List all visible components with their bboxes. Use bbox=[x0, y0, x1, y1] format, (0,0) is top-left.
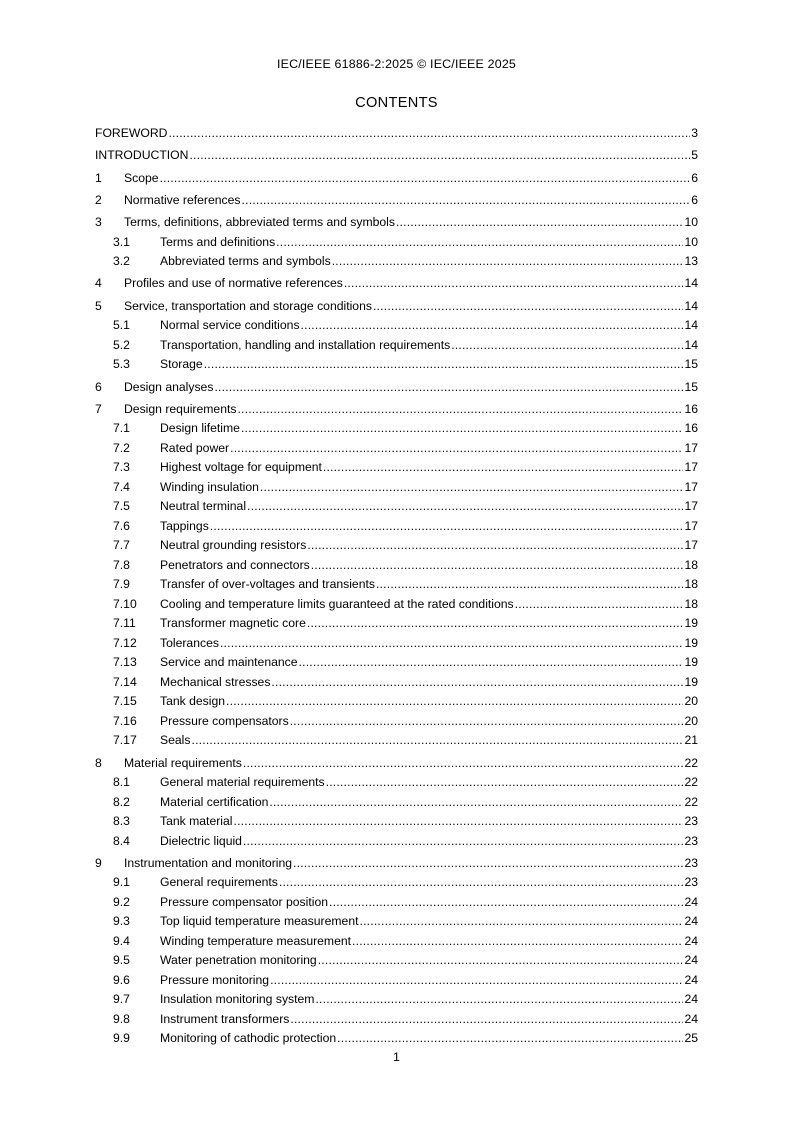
toc-entry-title: Winding insulation bbox=[160, 479, 259, 494]
toc-entry[interactable] bbox=[95, 754, 698, 774]
toc-entry[interactable] bbox=[95, 692, 698, 712]
toc-entry-page: 22 bbox=[684, 794, 698, 809]
toc-entry-page: 17 bbox=[684, 499, 698, 514]
toc-entry[interactable] bbox=[95, 517, 698, 537]
toc-entry-number: 8.2 bbox=[113, 794, 130, 809]
toc-entry-number: 8.1 bbox=[113, 775, 130, 790]
toc-entry-page: 20 bbox=[684, 694, 698, 709]
toc-entry[interactable] bbox=[95, 378, 698, 398]
dot-leader bbox=[270, 971, 683, 991]
toc-entry-number: 3.1 bbox=[113, 234, 130, 249]
toc-entry-title: Transformer magnetic core bbox=[160, 616, 306, 631]
toc-entry-page: 23 bbox=[684, 855, 698, 870]
toc-entry-title: Cooling and temperature limits guaranteed at the rated conditions bbox=[160, 596, 514, 611]
toc-entry-page: 14 bbox=[684, 276, 698, 291]
toc-entry-number: 7.6 bbox=[113, 518, 130, 533]
toc-entry-title: FOREWORD bbox=[95, 126, 168, 140]
toc-entry-title: Tappings bbox=[160, 518, 209, 533]
toc-entry[interactable] bbox=[95, 169, 698, 189]
toc-entry-title: Neutral grounding resistors bbox=[160, 538, 307, 553]
toc-entry[interactable] bbox=[95, 297, 698, 317]
toc-entry-page: 25 bbox=[684, 1031, 698, 1046]
toc-entry-title: Pressure compensator position bbox=[160, 894, 329, 909]
toc-entry-title: Abbreviated terms and symbols bbox=[160, 254, 331, 269]
dot-leader bbox=[515, 595, 684, 615]
toc-entry-page: 13 bbox=[684, 254, 698, 269]
toc-entry-page: 6 bbox=[691, 170, 698, 185]
dot-leader bbox=[271, 673, 683, 693]
toc-entry-title: Design analyses bbox=[124, 379, 214, 394]
dot-leader bbox=[204, 355, 684, 375]
dot-leader bbox=[360, 912, 684, 932]
dot-leader bbox=[323, 458, 684, 478]
toc-entry[interactable] bbox=[95, 233, 698, 253]
dot-leader bbox=[279, 873, 684, 893]
dot-leader bbox=[226, 692, 683, 712]
toc-entry-number: 8 bbox=[95, 755, 102, 770]
toc-entry-number: 5.1 bbox=[113, 318, 130, 333]
toc-entry[interactable] bbox=[95, 812, 698, 832]
toc-entry[interactable] bbox=[95, 712, 698, 732]
toc-entry[interactable] bbox=[95, 355, 698, 375]
dot-leader bbox=[290, 1010, 683, 1030]
toc-entry-number: 9.9 bbox=[113, 1031, 130, 1046]
toc-entry-page: 22 bbox=[684, 755, 698, 770]
dot-leader bbox=[301, 316, 684, 336]
dot-leader bbox=[376, 575, 683, 595]
toc-entry-number: 7.10 bbox=[113, 596, 137, 611]
toc-entry[interactable] bbox=[95, 146, 698, 166]
toc-entry-title: Instrument transformers bbox=[160, 1011, 290, 1026]
toc-entry-number: 7.7 bbox=[113, 538, 130, 553]
dot-leader bbox=[307, 536, 683, 556]
dot-leader bbox=[332, 252, 684, 272]
dot-leader bbox=[210, 517, 684, 537]
toc-entry[interactable] bbox=[95, 124, 698, 144]
toc-entry-title: Tank material bbox=[160, 814, 233, 829]
toc-entry-page: 19 bbox=[684, 635, 698, 650]
toc-entry-title: Pressure monitoring bbox=[160, 972, 270, 987]
toc-entry-number: 5.2 bbox=[113, 337, 130, 352]
toc-entry-page: 24 bbox=[684, 933, 698, 948]
toc-entry[interactable] bbox=[95, 419, 698, 439]
dot-leader bbox=[293, 854, 683, 874]
dot-leader bbox=[299, 653, 684, 673]
toc-entry[interactable] bbox=[95, 439, 698, 459]
toc-entry-title: Rated power bbox=[160, 440, 230, 455]
toc-entry[interactable] bbox=[95, 556, 698, 576]
toc-entry-title: Design requirements bbox=[124, 401, 237, 416]
dot-leader bbox=[168, 124, 690, 144]
toc-entry-page: 17 bbox=[684, 460, 698, 475]
dot-leader bbox=[237, 400, 683, 420]
toc-entry[interactable] bbox=[95, 653, 698, 673]
toc-entry-page: 23 bbox=[684, 833, 698, 848]
toc-entry-title: General requirements bbox=[160, 875, 278, 890]
toc-entry-title: General material requirements bbox=[160, 775, 325, 790]
dot-leader bbox=[326, 773, 684, 793]
toc-entry-page: 14 bbox=[684, 318, 698, 333]
toc-entry-page: 19 bbox=[684, 674, 698, 689]
toc-entry-number: 7.3 bbox=[113, 460, 130, 475]
dot-leader bbox=[220, 634, 684, 654]
dot-leader bbox=[243, 754, 684, 774]
toc-entry-page: 10 bbox=[684, 234, 698, 249]
toc-entry[interactable] bbox=[95, 893, 698, 913]
toc-entry[interactable] bbox=[95, 932, 698, 952]
toc-entry-page: 24 bbox=[684, 1011, 698, 1026]
toc-entry-page: 5 bbox=[691, 148, 698, 163]
toc-entry-title: Design lifetime bbox=[160, 421, 240, 436]
toc-entry-number: 8.4 bbox=[113, 833, 130, 848]
toc-entry-number: 6 bbox=[95, 379, 102, 394]
toc-entry[interactable] bbox=[95, 773, 698, 793]
toc-entry-number: 8.3 bbox=[113, 814, 130, 829]
dot-leader bbox=[189, 146, 690, 166]
toc-entry-number: 9.2 bbox=[113, 894, 130, 909]
dot-leader bbox=[214, 378, 683, 398]
toc-entry-page: 20 bbox=[684, 713, 698, 728]
toc-entry-page: 23 bbox=[684, 814, 698, 829]
toc-entry-number: 2 bbox=[95, 192, 102, 207]
toc-entry-number: 9.7 bbox=[113, 992, 130, 1007]
dot-leader bbox=[329, 893, 683, 913]
toc-entry-number: 5.3 bbox=[113, 357, 130, 372]
toc-entry[interactable] bbox=[95, 731, 698, 751]
dot-leader bbox=[242, 191, 691, 211]
dot-leader bbox=[247, 497, 683, 517]
toc-entry-page: 3 bbox=[691, 126, 698, 140]
dot-leader bbox=[344, 274, 684, 294]
toc-entry-page: 17 bbox=[684, 518, 698, 533]
toc-entry-title: Top liquid temperature measurement bbox=[160, 914, 359, 929]
toc-entry-title: Mechanical stresses bbox=[160, 674, 271, 689]
dot-leader bbox=[290, 712, 684, 732]
toc-entry-number: 7.12 bbox=[113, 635, 137, 650]
toc-entry-number: 7.15 bbox=[113, 694, 137, 709]
toc-entry[interactable] bbox=[95, 614, 698, 634]
toc-entry[interactable] bbox=[95, 971, 698, 991]
toc-entry[interactable] bbox=[95, 274, 698, 294]
toc-entry-number: 5 bbox=[95, 298, 102, 313]
toc-entry-title: Tolerances bbox=[160, 635, 219, 650]
toc-entry[interactable] bbox=[95, 673, 698, 693]
toc-entry-number: 9.6 bbox=[113, 972, 130, 987]
toc-entry-title: Dielectric liquid bbox=[160, 833, 242, 848]
dot-leader bbox=[311, 556, 684, 576]
toc-entry[interactable] bbox=[95, 400, 698, 420]
toc-entry-title: Storage bbox=[160, 357, 203, 372]
dot-leader bbox=[243, 832, 683, 852]
toc-entry-number: 7.17 bbox=[113, 733, 137, 748]
toc-entry[interactable] bbox=[95, 336, 698, 356]
toc-entry[interactable] bbox=[95, 252, 698, 272]
toc-entry-title: Transfer of over-voltages and transients bbox=[160, 577, 375, 592]
toc-entry-title: Monitoring of cathodic protection bbox=[160, 1031, 337, 1046]
dot-leader bbox=[337, 1029, 683, 1049]
toc-entry[interactable] bbox=[95, 634, 698, 654]
toc-entry-number: 7.4 bbox=[113, 479, 130, 494]
toc-entry[interactable] bbox=[95, 458, 698, 478]
toc-entry[interactable] bbox=[95, 191, 698, 211]
toc-entry-number: 9.4 bbox=[113, 933, 130, 948]
dot-leader bbox=[260, 478, 684, 498]
table-of-contents bbox=[95, 124, 698, 1049]
toc-entry-number: 7.2 bbox=[113, 440, 130, 455]
toc-entry[interactable] bbox=[95, 213, 698, 233]
toc-entry-number: 9.8 bbox=[113, 1011, 130, 1026]
dot-leader bbox=[315, 990, 683, 1010]
toc-entry[interactable] bbox=[95, 1029, 698, 1049]
toc-entry-page: 19 bbox=[684, 655, 698, 670]
toc-entry-page: 24 bbox=[684, 894, 698, 909]
toc-entry-title: Service and maintenance bbox=[160, 655, 298, 670]
toc-entry-page: 24 bbox=[684, 953, 698, 968]
toc-entry-page: 24 bbox=[684, 972, 698, 987]
toc-entry-page: 23 bbox=[684, 875, 698, 890]
toc-entry-title: Terms, definitions, abbreviated terms and symbols bbox=[124, 215, 395, 230]
toc-entry[interactable] bbox=[95, 793, 698, 813]
toc-entry[interactable] bbox=[95, 854, 698, 874]
toc-entry-title: Highest voltage for equipment bbox=[160, 460, 322, 475]
toc-entry-page: 18 bbox=[684, 596, 698, 611]
toc-entry-title: Material requirements bbox=[124, 755, 242, 770]
toc-entry-number: 7.1 bbox=[113, 421, 130, 436]
toc-entry[interactable] bbox=[95, 990, 698, 1010]
toc-entry-number: 1 bbox=[95, 170, 102, 185]
toc-entry-number: 9.5 bbox=[113, 953, 130, 968]
dot-leader bbox=[451, 336, 683, 356]
toc-entry-page: 16 bbox=[684, 401, 698, 416]
dot-leader bbox=[160, 169, 691, 189]
toc-entry-title: Pressure compensators bbox=[160, 713, 289, 728]
toc-entry[interactable] bbox=[95, 478, 698, 498]
document-header: IEC/IEEE 61886-2:2025 © IEC/IEEE 2025 bbox=[276, 57, 516, 71]
toc-entry-page: 10 bbox=[684, 215, 698, 230]
toc-entry-number: 3.2 bbox=[113, 254, 130, 269]
toc-entry-page: 17 bbox=[684, 479, 698, 494]
toc-entry-title: Normative references bbox=[124, 192, 241, 207]
dot-leader bbox=[396, 213, 683, 233]
toc-entry[interactable] bbox=[95, 832, 698, 852]
toc-entry-title: Profiles and use of normative references bbox=[124, 276, 343, 291]
toc-entry-page: 18 bbox=[684, 557, 698, 572]
toc-entry-page: 21 bbox=[684, 733, 698, 748]
toc-entry-title: INTRODUCTION bbox=[95, 148, 189, 163]
toc-entry-title: Water penetration monitoring bbox=[160, 953, 317, 968]
toc-entry-page: 15 bbox=[684, 357, 698, 372]
toc-entry-number: 3 bbox=[95, 215, 102, 230]
dot-leader bbox=[373, 297, 683, 317]
toc-entry[interactable] bbox=[95, 951, 698, 971]
toc-entry-title: Scope bbox=[124, 170, 159, 185]
toc-entry-page: 6 bbox=[691, 192, 698, 207]
toc-entry-title: Winding temperature measurement bbox=[160, 933, 352, 948]
toc-entry-title: Seals bbox=[160, 733, 191, 748]
toc-entry-title: Transportation, handling and installation requirements bbox=[160, 337, 451, 352]
toc-entry-page: 17 bbox=[684, 538, 698, 553]
toc-entry-title: Terms and definitions bbox=[160, 234, 276, 249]
dot-leader bbox=[352, 932, 683, 952]
toc-entry-number: 7.11 bbox=[113, 616, 136, 631]
dot-leader bbox=[276, 233, 683, 253]
toc-entry-number: 7.14 bbox=[113, 674, 137, 689]
page-number: 1 bbox=[393, 1050, 400, 1064]
toc-entry-title: Material certification bbox=[160, 794, 269, 809]
toc-entry-title: Instrumentation and monitoring bbox=[124, 855, 293, 870]
toc-entry-page: 14 bbox=[684, 337, 698, 352]
toc-entry-title: Penetrators and connectors bbox=[160, 557, 310, 572]
toc-entry[interactable] bbox=[95, 912, 698, 932]
toc-entry-number: 7.9 bbox=[113, 577, 130, 592]
toc-entry-page: 24 bbox=[684, 914, 698, 929]
dot-leader bbox=[241, 419, 684, 439]
toc-entry-number: 7.16 bbox=[113, 713, 137, 728]
toc-entry-title: Normal service conditions bbox=[160, 318, 300, 333]
toc-entry-number: 7.5 bbox=[113, 499, 130, 514]
toc-entry-page: 22 bbox=[684, 775, 698, 790]
toc-entry[interactable] bbox=[95, 536, 698, 556]
toc-entry-number: 4 bbox=[95, 276, 102, 291]
contents-title: CONTENTS bbox=[355, 95, 438, 111]
toc-entry-page: 15 bbox=[684, 379, 698, 394]
toc-entry[interactable] bbox=[95, 873, 698, 893]
toc-entry-page: 24 bbox=[684, 992, 698, 1007]
dot-leader bbox=[192, 731, 684, 751]
toc-entry-number: 7.13 bbox=[113, 655, 137, 670]
toc-entry-title: Tank design bbox=[160, 694, 226, 709]
toc-entry[interactable] bbox=[95, 595, 698, 615]
toc-entry-page: 16 bbox=[684, 421, 698, 436]
toc-entry[interactable] bbox=[95, 497, 698, 517]
toc-entry-number: 9 bbox=[95, 855, 102, 870]
toc-entry-title: Service, transportation and storage conditions bbox=[124, 298, 372, 313]
dot-leader bbox=[269, 793, 683, 813]
dot-leader bbox=[318, 951, 684, 971]
toc-entry[interactable] bbox=[95, 575, 698, 595]
toc-entry-number: 7 bbox=[95, 401, 102, 416]
dot-leader bbox=[230, 439, 683, 459]
toc-entry-page: 17 bbox=[684, 440, 698, 455]
dot-leader bbox=[307, 614, 684, 634]
toc-entry[interactable] bbox=[95, 316, 698, 336]
toc-entry-page: 18 bbox=[684, 577, 698, 592]
toc-entry-title: Neutral terminal bbox=[160, 499, 247, 514]
toc-entry-page: 14 bbox=[684, 298, 698, 313]
toc-entry-number: 9.3 bbox=[113, 914, 130, 929]
toc-entry-title: Insulation monitoring system bbox=[160, 992, 315, 1007]
toc-entry-number: 9.1 bbox=[113, 875, 130, 890]
dot-leader bbox=[233, 812, 683, 832]
toc-entry-number: 7.8 bbox=[113, 557, 130, 572]
toc-entry-page: 19 bbox=[684, 616, 698, 631]
toc-entry[interactable] bbox=[95, 1010, 698, 1030]
